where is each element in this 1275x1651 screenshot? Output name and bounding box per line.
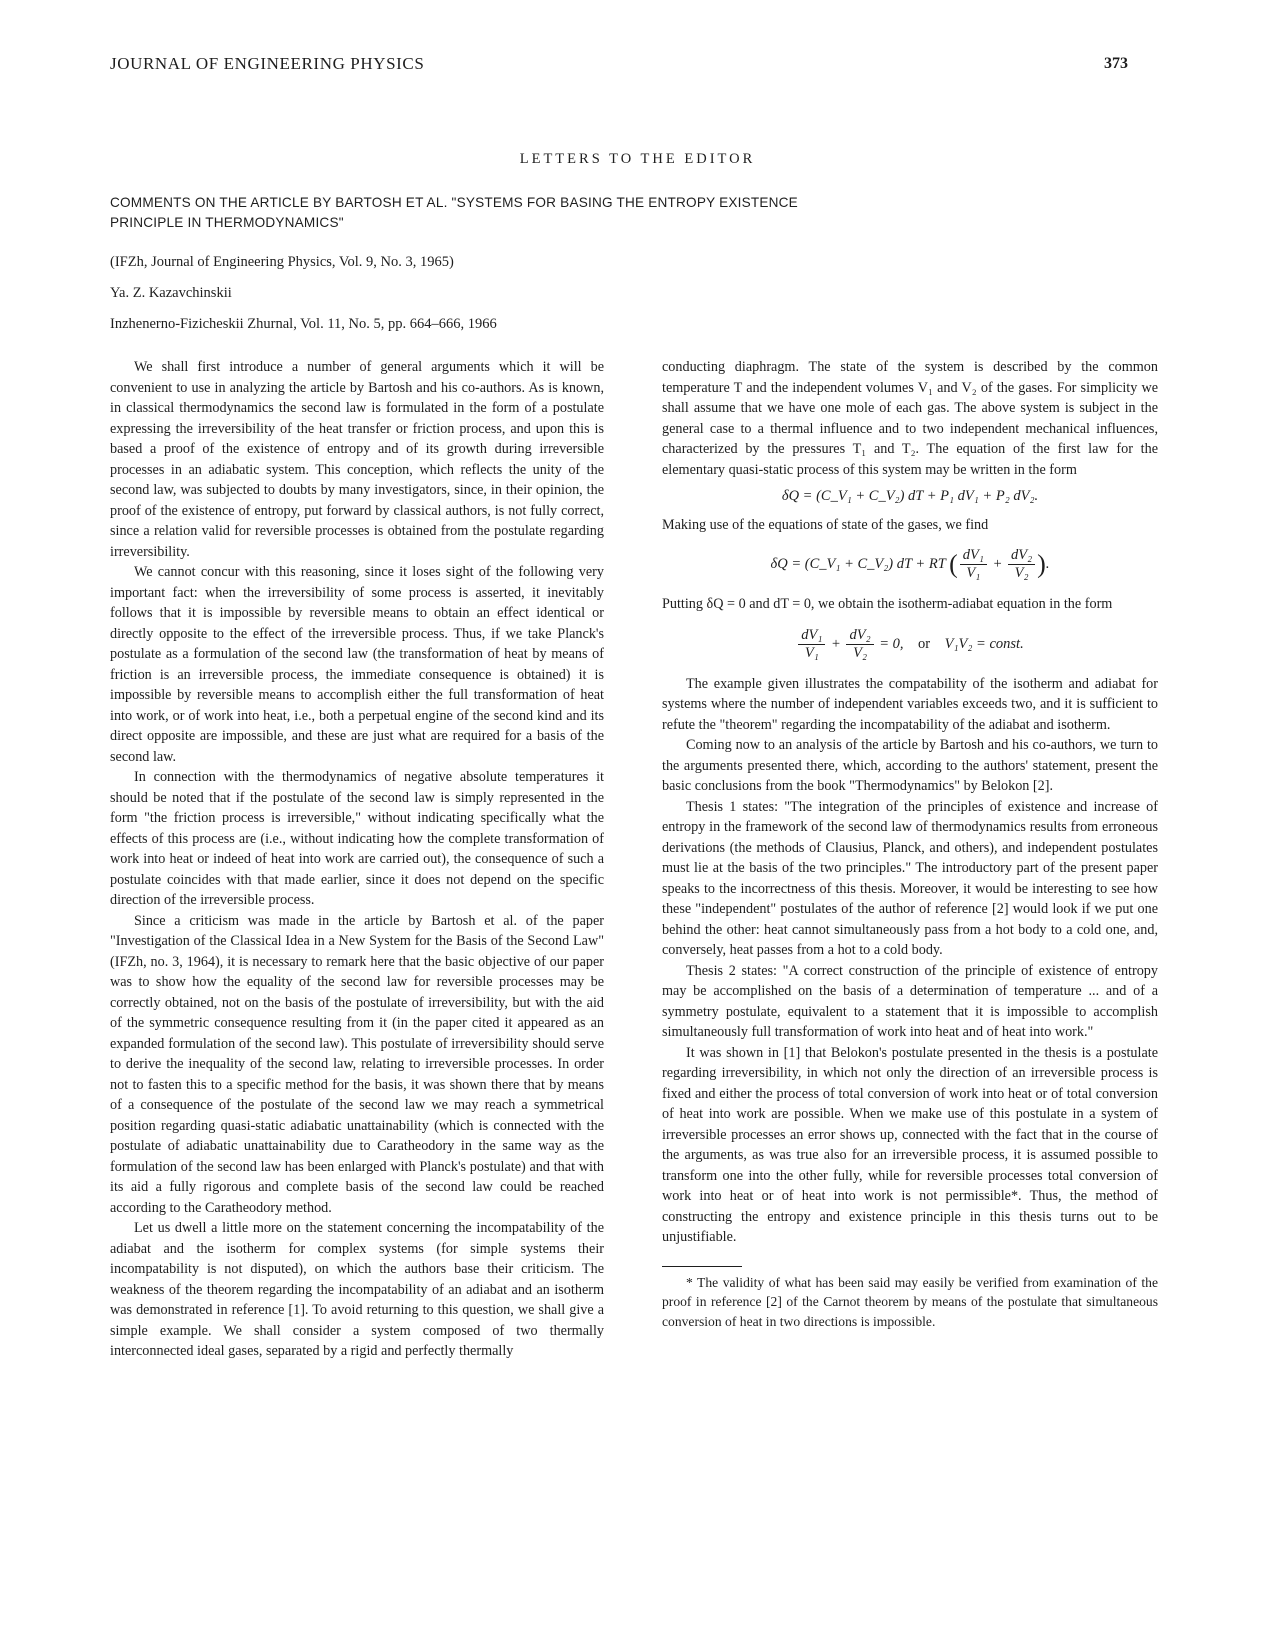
article-author: Ya. Z. Kazavchinskii [110,285,232,301]
fraction [960,547,987,582]
fraction [1008,547,1035,582]
paragraph: The example given illustrates the compatability of the isotherm and adiabat for systems where the number of independent variables exceeds two, and it is sufficient to refute the "theorem" regarding the incompatability of the adiabat and isotherm. [662,675,1158,733]
page-number: 373 [1104,55,1128,72]
paragraph: We shall first introduce a number of general arguments which it will be convenient to use in analyzing the article by Bartosh and his co-authors. As is known, in classical thermodynamics the second law is formulated in the form of a postulate expressing the irreversibility of the heat transfer or friction process, and upon this is based a proof of the existence of entropy and of its growth during irreversible processes in an adiabatic system. This conception, which reflects the unity of the second law, was subjected to doubts by many investigators, since, in their opinion, the proof of the existence of entropy, put forward by classical authors, is not fully correct, since a relation valid for reversible processes is obtained from the postulate regarding irreversibility. [110,359,604,560]
equation-lhs: δQ = (C_V₁ + C_V₂) dT + RT [770,555,946,572]
paragraph: It was shown in [1] that Belokon's postulate presented in the thesis is a postulate regarding irreversibility, in which not only the direction of an irreversible process is fixed and either the process of total conversion of work into heat or of total conversion of heat into work are possible. When we make use of this postulate in a system of irreversible processes an error shows up, connected with the fact that in the course of the arguments, as was true also for an irreversible process, it is assumed possible to transform one into the other fully, while for reversible processes total conversion of work into heat or of heat into work is not permissible*. Thus, the method of constructing the entropy and existence principle in this thesis turns out to be unjustifiable. [662,1044,1158,1245]
fraction-numerator: dV₂ [1008,547,1035,565]
article-title: COMMENTS ON THE ARTICLE BY BARTOSH ET AL. "SYSTEMS FOR BASING THE ENTROPY EXISTENCE PRINCIPLE IN THERMODYNAMICS" [110,195,798,230]
fraction [846,627,873,662]
section-title: LETTERS TO THE EDITOR [519,151,756,167]
right-column [662,357,1158,1331]
fraction [798,627,825,662]
paragraph: Let us dwell a little more on the statement concerning the incompatability of the adiabat and the isotherm for complex systems (for simple systems their incompatability is not disputed), on which the authors base their criticism. The weakness of the theorem regarding the incompatability of an adiabat and an isotherm was demonstrated in reference [1]. To avoid returning to this question, we shall give a simple example. We shall consider a system composed of two thermally interconnected ideal gases, separated by a rigid and perfectly thermally [110,1220,604,1359]
footnote: * The validity of what has been said may easily be verified from examination of the proof in reference [2] of the Carnot theorem by means of the postulate that simultaneous conversion of heat in two directions is impossible. [662,1274,1158,1329]
paragraph: We cannot concur with this reasoning, since it loses sight of the following very important fact: when the irreversibility of some process is asserted, it inevitably follows that it is impossible by reversible means to obtain an effect identical or directly opposite to the effect of the irreversible process. Thus, if we take Planck's postulate as a formulation of the second law (the transformation of heat by means of friction is an irreversible process, the immediate consequence is obtained) it is impossible by reversible means to accomplish either the full transformation of heat into work, or of work into heat, i.e., both a perpetual engine of the second kind and its direct opposite are impossible, and these are just what are required for a basis of the second law. [110,564,604,765]
left-paren: ( [949,549,958,579]
fraction-denominator: V₁ [804,644,819,661]
equation-end: . [1045,555,1050,572]
paragraph: Coming now to an analysis of the article by Bartosh and his co-authors, we turn to the arguments presented there, which, according to the authors' statement, present the basic conclusions from the book "Thermodynamics" by Belokon [2]. [662,737,1158,794]
footnote-divider [662,1266,742,1267]
journal-name: JOURNAL OF ENGINEERING PHYSICS [110,54,425,73]
article-reference: (IFZh, Journal of Engineering Physics, Vol. 9, No. 3, 1965) [110,254,454,270]
fraction-denominator: V₁ [966,565,981,581]
paragraph: conducting diaphragm. The state of the system is described by the common temperature T and the independent volumes V₁ and V₂ of the gases. For simplicity we shall assume that we have one mole of each gas. The above system is subject in the general case to a thermal influence and to two independent mechanical influences, characterized by the pressures T₁ and T₂. The equation of the first law for the elementary quasi-static process of this system may be written in the form [662,359,1158,478]
fraction-numerator: dV₁ [798,627,825,645]
article-source: Inzhenerno-Fizicheskii Zhurnal, Vol. 11, No. 5, pp. 664–666, 1966 [110,316,497,332]
paragraph: In connection with the thermodynamics of negative absolute temperatures it should be noted that if the postulate of the second law is simply represented in the form "the friction process is irreversible," without indicating specifically what the effects of this process are (i.e., without indicating how the complete transformation of work into heat or indeed of heat into work are carried out), the consequence of such a postulate coincides with that made earlier, since it does not depend on the specific direction of the irreversible process. [110,769,604,908]
equation-equals: = 0, [879,635,904,652]
fraction-numerator: dV₁ [960,547,987,565]
paragraph: Thesis 1 states: "The integration of the principles of existence and increase of entropy in the framework of the second law of thermodynamics results from erroneous derivations (the methods of Clausius, Planck, and others), and independent postulates must lie at the basis of the two principles." The introductory part of the present paper speaks to the incorrectness of this thesis. Moreover, it would be interesting to see how these "independent" postulates of the author of reference [2] would look if we put one behind the other: heat cannot simultaneously pass from a hot body to a cold one, and, conversely, heat passes from a hot to a cold body. [662,798,1158,958]
paragraph: Putting δQ = 0 and dT = 0, we obtain the isotherm-adiabat equation in the form [662,596,1113,612]
equation-first-law: δQ = (C_V₁ + C_V₂) dT + P₁ dV₁ + P₂ dV₂. [781,488,1039,504]
paragraph: Since a criticism was made in the article by Bartosh et al. of the paper "Investigation of the Classical Idea in a New System for the Basis of the Second Law" (IFZh, no. 3, 1964), it is necessary to remark here that the basic objective of our paper was to show how the equality of the second law for reversible processes may be correctly obtained, not on the basis of the postulate of irreversibility, but with the aid of the symmetric consequence resulting from it (in the paper cited it appeared as an expanded formulation of the second law). This postulate of irreversibility should serve to derive the inequality of the second law, relating to irreversible processes. In order not to fasten this to a specific method for the basis, it was shown there that by means of a consequence of the postulate of the second law we may reach a symmetrical position regarding quasi-static adiabatic unattainability (which is connected with the postulate of adiabatic unattainability due to Caratheodory in the same way as the formulation of the second law has been enlarged with Planck's postulate) and that with its aid a fully rigorous and complete basis of the second law could be reached according to the Caratheodory method. [110,912,604,1216]
left-column [110,357,604,1362]
fraction-denominator: V₂ [1014,565,1029,581]
paragraph: Making use of the equations of state of the gases, we find [662,516,989,533]
equation-state: δQ = (C_V₁ + C_V₂) dT + RT ( $\frac{\text{dV₁}}{\text{V₁}}$ + $\frac{\text{dV₂}}{\text{V₂}}$ ). [770,547,1050,581]
equation-isotherm-adiabat: $\frac{\text{dV₁}}{\text{V₁}}$ + $\frac{\text{dV₂}}{\text{V₂}}$ = 0, or V₁V₂ = const. [662,627,1158,662]
paragraph: Thesis 2 states: "A correct construction of the principle of existence of entropy may be accomplished on the basis of a determination of temperature ... and of a symmetry postulate, equivalent to a statement that it is impossible to accomplish simultaneously full transformation of work into heat and of heat into work." [662,962,1158,1040]
equation-rhs: V₁V₂ = const. [944,635,1024,652]
fraction-numerator: dV₂ [846,627,873,645]
right-paren: ) [1037,549,1046,579]
equation-or: or [918,635,931,652]
fraction-denominator: V₂ [853,644,867,661]
